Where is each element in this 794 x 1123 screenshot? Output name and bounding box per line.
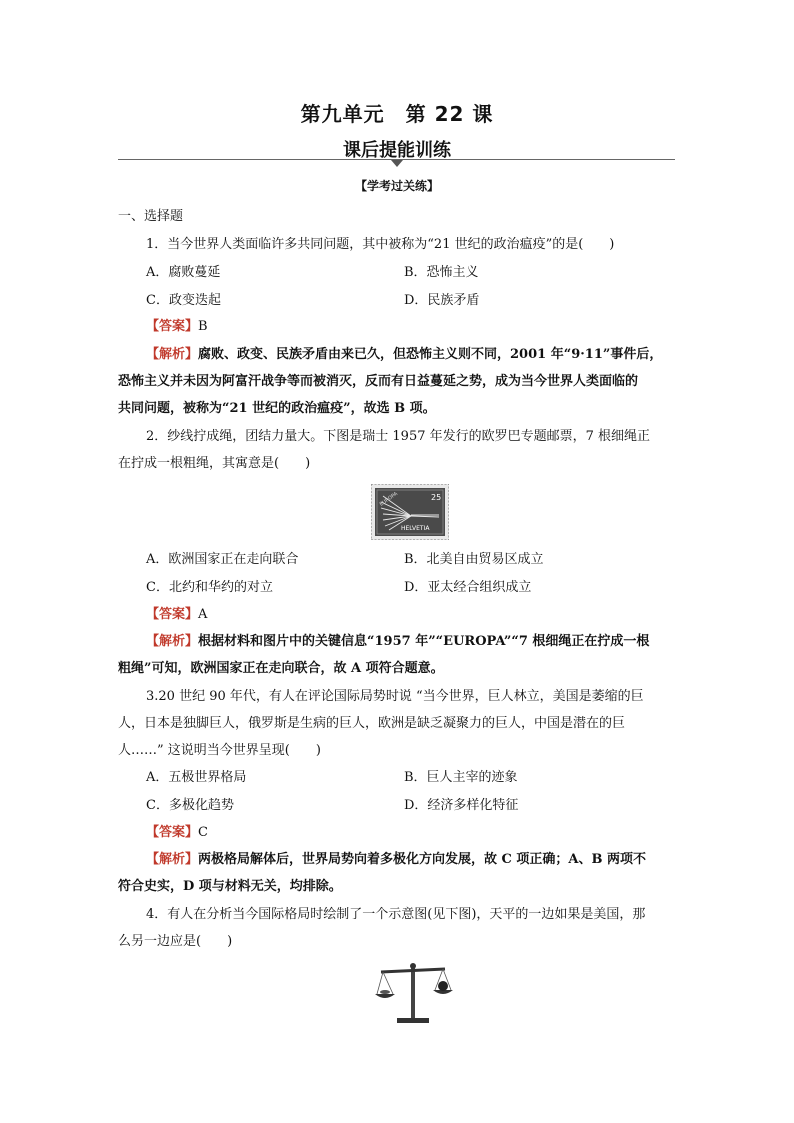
page-title: 第九单元 第 22 课 — [300, 102, 494, 126]
q4-stem-line-2: 么另一边应是( ) — [118, 934, 233, 949]
q1-answer-value: B — [198, 319, 208, 334]
q3-stem-line-3: 人……” 这说明当今世界呈现( ) — [118, 743, 321, 758]
q1-analysis-line-2: 恐怖主义并未因为阿富汗战争等而被消灭，反而有日益蔓延之势，成为当今世界人类面临的 — [118, 374, 639, 389]
q2-option-d: D．亚太经合组织成立 — [404, 580, 532, 595]
q1-answer — [146, 318, 706, 336]
q3-stem-line-1: 3.20 世纪 90 年代，有人在评论国际局势时说 “当今世界，巨人林立，美国是萎缩的巨 — [146, 689, 644, 704]
q2-stem-line-1: 2．纱线拧成绳，团结力量大。下图是瑞士 1957 年发行的欧罗巴专题邮票，7 根细绳正 — [146, 429, 651, 444]
q1-option-a: A．腐败蔓延 — [146, 265, 221, 280]
analysis-label: 【解析】 — [146, 852, 199, 867]
section-tag: 【学考过关练】 — [354, 179, 439, 193]
q1-option-b: B．恐怖主义 — [404, 265, 479, 280]
q1-option-c: C．政变迭起 — [146, 293, 221, 308]
q2-answer-value: A — [198, 607, 208, 622]
analysis-label: 【解析】 — [146, 347, 199, 362]
q1-option-d: D．民族矛盾 — [404, 293, 480, 308]
q2-stem-line-2: 在拧成一根粗绳，其寓意是( ) — [118, 456, 311, 471]
answer-label: 【答案】 — [146, 607, 199, 622]
q2-option-c: C．北约和华约的对立 — [146, 580, 273, 595]
q3-option-a: A．五极世界格局 — [146, 770, 247, 785]
q3-answer — [146, 824, 706, 842]
q3-answer-value: C — [198, 825, 208, 840]
stamp-value: 25 — [431, 493, 442, 502]
answer-label: 【答案】 — [146, 319, 199, 334]
q3-stem-line-2: 人，日本是独脚巨人，俄罗斯是生病的巨人，欧洲是缺乏凝聚力的巨人，中国是潜在的巨 — [118, 716, 626, 731]
stamp-word: EUROPA — [378, 491, 399, 508]
q2-analysis-line-2: 粗绳”可知，欧洲国家正在走向联合，故 A 项符合题意。 — [118, 661, 444, 676]
q2-answer — [146, 606, 706, 624]
analysis-label: 【解析】 — [146, 634, 199, 649]
q4-stem-line-1: 4．有人在分析当今国际格局时绘制了一个示意图(见下图)，天平的一边如果是美国，那 — [146, 907, 646, 922]
q1-analysis-line-3: 共同问题，被称为“21 世纪的政治瘟疫”，故选 B 项。 — [118, 401, 436, 416]
stamp-country: HELVETIA — [401, 525, 430, 532]
q3-option-c: C．多极化趋势 — [146, 798, 234, 813]
q1-analysis-line-1: 【解析】腐败、政变、民族矛盾由来已久，但恐怖主义则不同，2001 年“9·11”事件后， — [146, 347, 663, 362]
q3-option-d: D．经济多样化特征 — [404, 798, 519, 813]
europa-stamp-image — [371, 484, 449, 540]
q3-analysis-line-1: 【解析】两极格局解体后，世界局势向着多极化方向发展，故 C 项正确；A、B 两项不 — [146, 852, 647, 867]
answer-label: 【答案】 — [146, 825, 199, 840]
q3-option-b: B．巨人主宰的迹象 — [404, 770, 518, 785]
q2-option-b: B．北美自由贸易区成立 — [404, 552, 544, 567]
divider-arrow-icon — [391, 160, 403, 167]
q1-stem: 1．当今世界人类面临许多共同问题，其中被称为“21 世纪的政治瘟疫”的是( ) — [146, 237, 615, 252]
q2-option-a: A．欧洲国家正在走向联合 — [146, 552, 299, 567]
page-subtitle: 课后提能训练 — [343, 140, 451, 161]
q2-analysis-line-1: 【解析】根据材料和图片中的关键信息“1957 年”“EUROPA”“7 根细绳正在拧成一根 — [146, 634, 650, 649]
section-heading: 一、选择题 — [118, 209, 184, 224]
q3-analysis-line-2: 符合史实，D 项与材料无关，均排除。 — [118, 879, 342, 894]
balance-scale-image — [373, 960, 453, 1024]
